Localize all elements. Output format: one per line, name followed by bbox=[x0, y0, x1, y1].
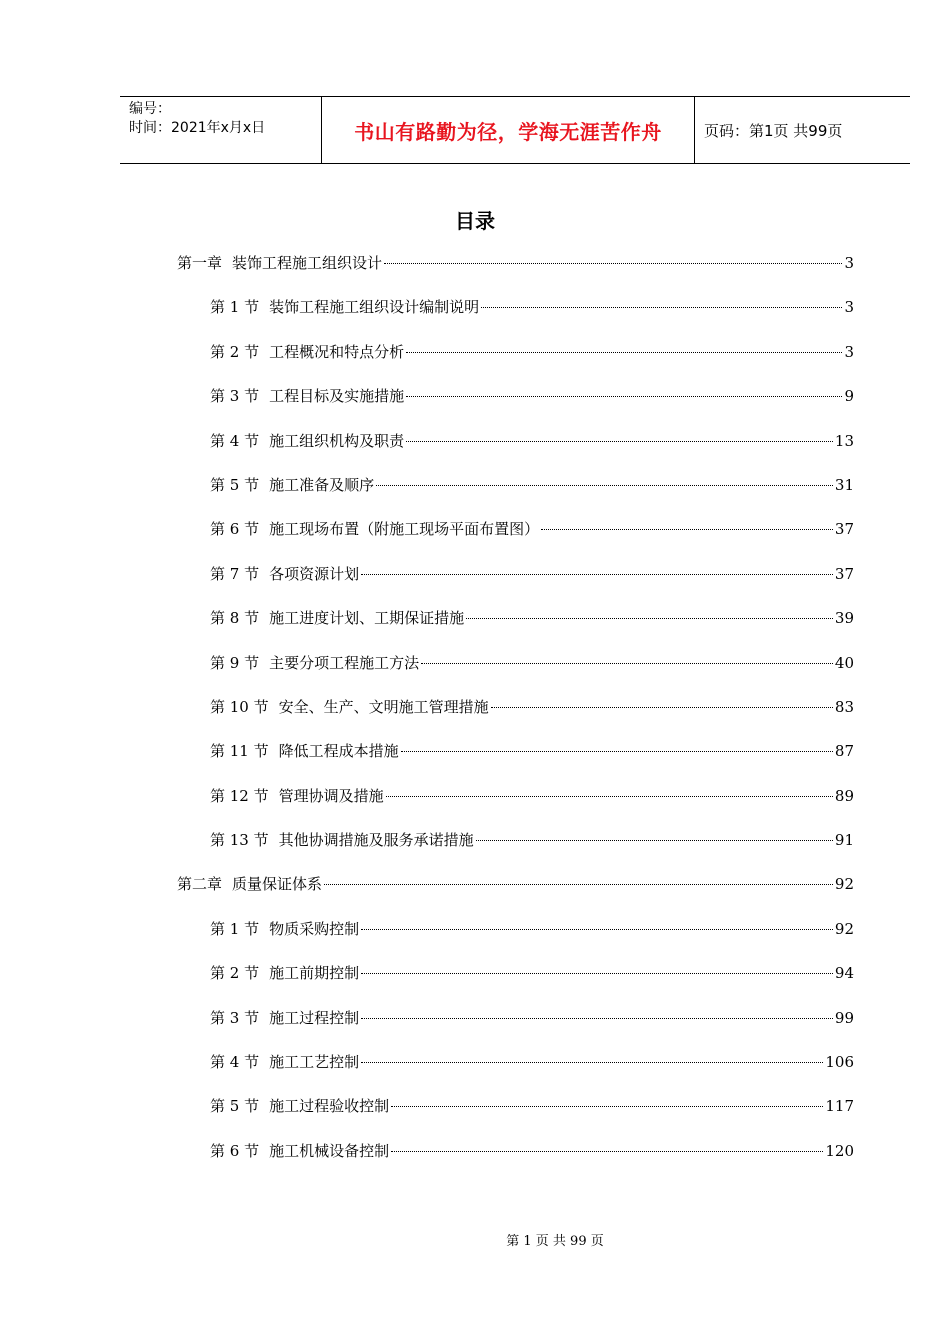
toc-entry-number: 第 5 节 bbox=[210, 475, 260, 494]
toc-entry-page: 3 bbox=[844, 254, 854, 272]
toc-dot-leader bbox=[476, 840, 833, 841]
toc-dot-leader bbox=[421, 663, 833, 664]
toc-entry-title: 施工机械设备控制 bbox=[269, 1141, 390, 1160]
toc-section-link[interactable] bbox=[210, 474, 854, 518]
toc-entry-number: 第 10 节 bbox=[210, 697, 269, 716]
toc-entry-page: 31 bbox=[834, 475, 854, 494]
toc-entry-title: 施工进度计划、工期保证措施 bbox=[269, 609, 465, 628]
toc-entry-title: 施工前期控制 bbox=[269, 964, 360, 983]
toc-entry-number: 第 1 节 bbox=[210, 919, 260, 938]
toc-entry-page: 40 bbox=[834, 653, 854, 672]
toc-entry-number: 第 6 节 bbox=[210, 520, 260, 539]
toc-entry-title: 施工过程验收控制 bbox=[269, 1097, 390, 1116]
toc-entry-title: 施工组织机构及职责 bbox=[269, 431, 405, 450]
toc-entry-page: 37 bbox=[834, 564, 854, 583]
toc-entry-page: 9 bbox=[844, 387, 854, 406]
toc-entry-page: 3 bbox=[844, 298, 854, 317]
toc-entry-title: 装饰工程施工组织设计 bbox=[232, 254, 383, 272]
header-time-label: 时间：2021年x月x日 bbox=[129, 120, 266, 136]
toc-entry-number: 第 1 节 bbox=[210, 298, 260, 317]
toc-dot-leader bbox=[361, 973, 833, 974]
toc-entry-number: 第 3 节 bbox=[210, 387, 260, 406]
toc-entry-number: 第 2 节 bbox=[210, 342, 260, 361]
toc-section-link[interactable] bbox=[210, 1140, 854, 1184]
toc-entry-title: 各项资源计划 bbox=[269, 564, 360, 583]
toc-dot-leader bbox=[361, 929, 833, 930]
toc-section-link[interactable] bbox=[210, 652, 854, 696]
toc-entry-number: 第 11 节 bbox=[210, 742, 269, 761]
toc-entry-page: 99 bbox=[834, 1008, 854, 1027]
toc-dot-leader bbox=[376, 485, 833, 486]
toc-section-link[interactable] bbox=[210, 1051, 854, 1095]
toc-entry-title: 质量保证体系 bbox=[232, 875, 323, 894]
page-footer: 第 1 页 共 99 页 bbox=[506, 1234, 604, 1249]
header-meta bbox=[120, 97, 322, 163]
toc-entry-title: 装饰工程施工组织设计编制说明 bbox=[269, 298, 480, 317]
toc-section-link[interactable] bbox=[210, 918, 854, 962]
toc-entry-title: 安全、生产、文明施工管理措施 bbox=[278, 697, 489, 716]
page-header bbox=[120, 96, 910, 164]
toc-dot-leader bbox=[406, 441, 833, 442]
table-of-contents bbox=[0, 252, 950, 1184]
toc-entry-page: 92 bbox=[834, 919, 854, 938]
toc-entry-number: 第 6 节 bbox=[210, 1141, 260, 1160]
toc-section-link[interactable] bbox=[210, 696, 854, 740]
toc-entry-number: 第 7 节 bbox=[210, 564, 260, 583]
toc-entry-page: 117 bbox=[825, 1097, 854, 1116]
toc-chapter-link[interactable] bbox=[177, 252, 854, 296]
toc-entry-page: 3 bbox=[844, 342, 854, 361]
toc-entry-title: 降低工程成本措施 bbox=[278, 742, 399, 761]
toc-entry-page: 94 bbox=[834, 964, 854, 983]
toc-entry-number: 第 4 节 bbox=[210, 431, 260, 450]
toc-entry-number: 第 8 节 bbox=[210, 609, 260, 628]
toc-section-link[interactable] bbox=[210, 518, 854, 562]
toc-section-link[interactable] bbox=[210, 430, 854, 474]
toc-dot-leader bbox=[391, 1106, 823, 1107]
toc-section-link[interactable] bbox=[210, 1007, 854, 1051]
toc-entry-page: 83 bbox=[834, 697, 854, 716]
toc-entry-title: 物质采购控制 bbox=[269, 919, 360, 938]
toc-section-link[interactable] bbox=[210, 1095, 854, 1139]
toc-entry-number: 第二章 bbox=[177, 875, 223, 894]
toc-chapter-link[interactable] bbox=[177, 873, 854, 917]
toc-dot-leader bbox=[466, 618, 833, 619]
toc-entry-number: 第一章 bbox=[177, 254, 223, 272]
header-page-info: 页码：第1页 共99页 bbox=[704, 121, 843, 140]
toc-dot-leader bbox=[386, 796, 833, 797]
toc-entry-title: 工程目标及实施措施 bbox=[269, 387, 405, 406]
toc-entry-number: 第 3 节 bbox=[210, 1008, 260, 1027]
toc-entry-number: 第 13 节 bbox=[210, 831, 269, 850]
toc-entry-title: 施工准备及顺序 bbox=[269, 475, 375, 494]
toc-entry-page: 13 bbox=[834, 431, 854, 450]
toc-dot-leader bbox=[401, 751, 833, 752]
toc-dot-leader bbox=[361, 1018, 833, 1019]
toc-section-link[interactable] bbox=[210, 829, 854, 873]
toc-dot-leader bbox=[384, 263, 842, 264]
toc-section-link[interactable] bbox=[210, 607, 854, 651]
toc-section-link[interactable] bbox=[210, 740, 854, 784]
toc-entry-title: 施工现场布置（附施工现场平面布置图） bbox=[269, 520, 540, 539]
toc-entry-number: 第 5 节 bbox=[210, 1097, 260, 1116]
toc-entry-page: 89 bbox=[834, 786, 854, 805]
toc-entry-title: 工程概况和特点分析 bbox=[269, 342, 405, 361]
toc-title: 目录 bbox=[455, 209, 495, 233]
toc-entry-page: 39 bbox=[834, 609, 854, 628]
toc-entry-page: 87 bbox=[834, 742, 854, 761]
toc-entry-number: 第 4 节 bbox=[210, 1053, 260, 1072]
toc-entry-page: 106 bbox=[825, 1053, 854, 1072]
toc-entry-page: 120 bbox=[825, 1141, 854, 1160]
toc-dot-leader bbox=[324, 884, 833, 885]
toc-dot-leader bbox=[406, 396, 842, 397]
toc-section-link[interactable] bbox=[210, 563, 854, 607]
toc-entry-title: 施工过程控制 bbox=[269, 1008, 360, 1027]
toc-entry-title: 管理协调及措施 bbox=[278, 786, 384, 805]
toc-dot-leader bbox=[361, 574, 833, 575]
header-motto: 书山有路勤为径，学海无涯苦作舟 bbox=[322, 97, 695, 163]
toc-dot-leader bbox=[481, 307, 842, 308]
toc-section-link[interactable] bbox=[210, 385, 854, 429]
toc-entry-page: 37 bbox=[834, 520, 854, 539]
toc-section-link[interactable] bbox=[210, 962, 854, 1006]
toc-entry-number: 第 9 节 bbox=[210, 653, 260, 672]
toc-section-link[interactable] bbox=[210, 341, 854, 385]
toc-dot-leader bbox=[541, 529, 833, 530]
toc-entry-title: 其他协调措施及服务承诺措施 bbox=[278, 831, 474, 850]
toc-entry-title: 施工工艺控制 bbox=[269, 1053, 360, 1072]
header-number-label: 编号： bbox=[129, 101, 171, 117]
toc-section-link[interactable] bbox=[210, 785, 854, 829]
toc-entry-title: 主要分项工程施工方法 bbox=[269, 653, 420, 672]
toc-entry-number: 第 2 节 bbox=[210, 964, 260, 983]
toc-entry-page: 91 bbox=[834, 831, 854, 850]
toc-dot-leader bbox=[391, 1151, 823, 1152]
toc-entry-page: 92 bbox=[834, 875, 854, 894]
toc-dot-leader bbox=[406, 352, 842, 353]
toc-entry-number: 第 12 节 bbox=[210, 786, 269, 805]
toc-dot-leader bbox=[361, 1062, 823, 1063]
toc-section-link[interactable] bbox=[210, 296, 854, 340]
toc-dot-leader bbox=[491, 707, 833, 708]
